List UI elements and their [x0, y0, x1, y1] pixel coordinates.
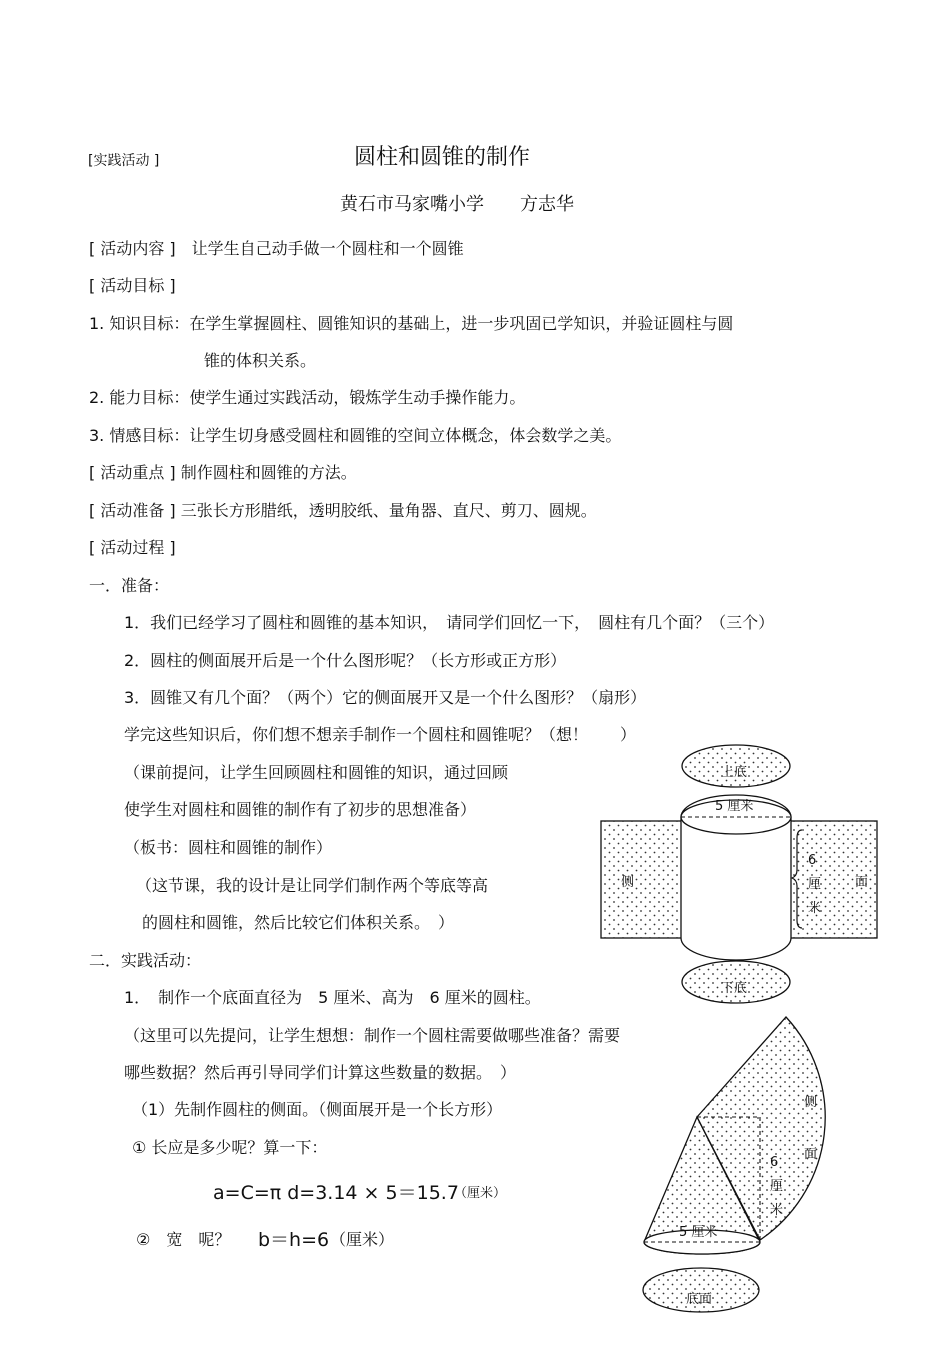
question-3: 3．圆锥又有几个面？（两个）它的侧面展开又是一个什么图形？（扇形） — [124, 688, 647, 707]
materials: [ 活动准备 ] 三张长方形腊纸，透明胶纸、量角器、直尺、剪刀、圆规。 — [89, 501, 597, 520]
cylinder-diameter-label: 5 厘米 — [715, 799, 754, 814]
question-2: 2．圆柱的侧面展开后是一个什么图形呢？（长方形或正方形） — [124, 651, 567, 670]
paragraph-6: 的圆柱和圆锥，然后比较它们体积关系。 ） — [142, 913, 455, 932]
goal-ability: 2. 能力目标：使学生通过实践活动，锻炼学生动手操作能力。 — [89, 388, 526, 407]
cone-height-digit: 6 — [770, 1155, 779, 1170]
activity-content: [ 活动内容 ] 让学生自己动手做一个圆柱和一个圆锥 — [89, 239, 464, 258]
formula-width-unit: （厘米） — [330, 1230, 395, 1249]
part-one-heading: 一．准备： — [89, 576, 170, 595]
part-two-heading: 二．实践活动： — [89, 951, 202, 970]
cylinder-height-unit-1: 厘 — [808, 877, 822, 892]
paragraph-5: （这节课，我的设计是让同学们制作两个等底等高 — [136, 876, 489, 895]
cylinder-height-digit: 6 — [808, 853, 817, 868]
page-title: 圆柱和圆锥的制作 — [354, 145, 531, 170]
cylinder-side-label-right: 面 — [855, 875, 869, 890]
step-note-1: （这里可以先提问，让学生想想：制作一个圆柱需要做哪些准备？需要 — [124, 1026, 621, 1045]
cylinder-bottom-label: 下底 — [721, 981, 748, 996]
cone-height-unit-2: 米 — [770, 1203, 784, 1218]
cylinder-top-label: 上底 — [721, 765, 748, 780]
cone-side-label-1: 侧 — [804, 1095, 818, 1110]
cone-side-label-2: 面 — [804, 1147, 818, 1162]
step-side: （1）先制作圆柱的侧面。（侧面展开是一个长方形） — [132, 1100, 503, 1119]
formula-length-unit: （厘米） — [454, 1186, 507, 1201]
paragraph-2: （课前提问，让学生回顾圆柱和圆锥的知识，通过回顾 — [124, 763, 509, 782]
cylinder-net-figure — [601, 745, 877, 1003]
step-note-2: 哪些数据？然后再引导同学们计算这些数量的数据。 ） — [124, 1063, 517, 1082]
goal-knowledge-line1: 1. 知识目标：在学生掌握圆柱、圆锥知识的基础上，进一步巩固已学知识，并验证圆柱与圆 — [89, 314, 734, 333]
cylinder-height-unit-2: 米 — [808, 901, 822, 916]
paragraph-3: 使学生对圆柱和圆锥的制作有了初步的思想准备） — [124, 800, 477, 819]
cone-net-figure — [643, 1017, 825, 1312]
cone-diameter-label: 5 厘米 — [679, 1225, 718, 1240]
goal-knowledge-line2: 锥的体积关系。 — [204, 351, 317, 370]
activity-tag: [实践活动 ] — [88, 153, 160, 169]
paragraph-1: 学完这些知识后，你们想不想亲手制作一个圆柱和圆锥呢？（想！ ） — [124, 725, 637, 744]
goal-emotion: 3. 情感目标：让学生切身感受圆柱和圆锥的空间立体概念，体会数学之美。 — [89, 426, 622, 445]
key-point: [ 活动重点 ] 制作圆柱和圆锥的方法。 — [89, 463, 357, 482]
step-1: 1． 制作一个底面直径为 5 厘米、高为 6 厘米的圆柱。 — [124, 988, 541, 1007]
author-line: 黄石市马家嘴小学 方志华 — [340, 194, 574, 215]
formula-width: b＝h=6 — [258, 1229, 330, 1251]
paragraph-4: （板书：圆柱和圆锥的制作） — [124, 838, 333, 857]
step-width-question: ② 宽 呢？ — [136, 1230, 231, 1249]
formula-length: a=C=π d=3.14 × 5＝15.7 — [213, 1182, 459, 1204]
cone-base-label: 底面 — [686, 1292, 713, 1307]
question-1: 1．我们已经学习了圆柱和圆锥的基本知识， 请同学们回忆一下， 圆柱有几个面？（三个） — [124, 613, 775, 632]
process-heading: [ 活动过程 ] — [89, 538, 176, 557]
cone-height-unit-1: 厘 — [770, 1179, 784, 1194]
step-length-question: ① 长应是多少呢？算一下： — [132, 1138, 328, 1157]
cylinder-side-label-left: 侧 — [621, 875, 635, 890]
goals-heading: [ 活动目标 ] — [89, 276, 176, 295]
